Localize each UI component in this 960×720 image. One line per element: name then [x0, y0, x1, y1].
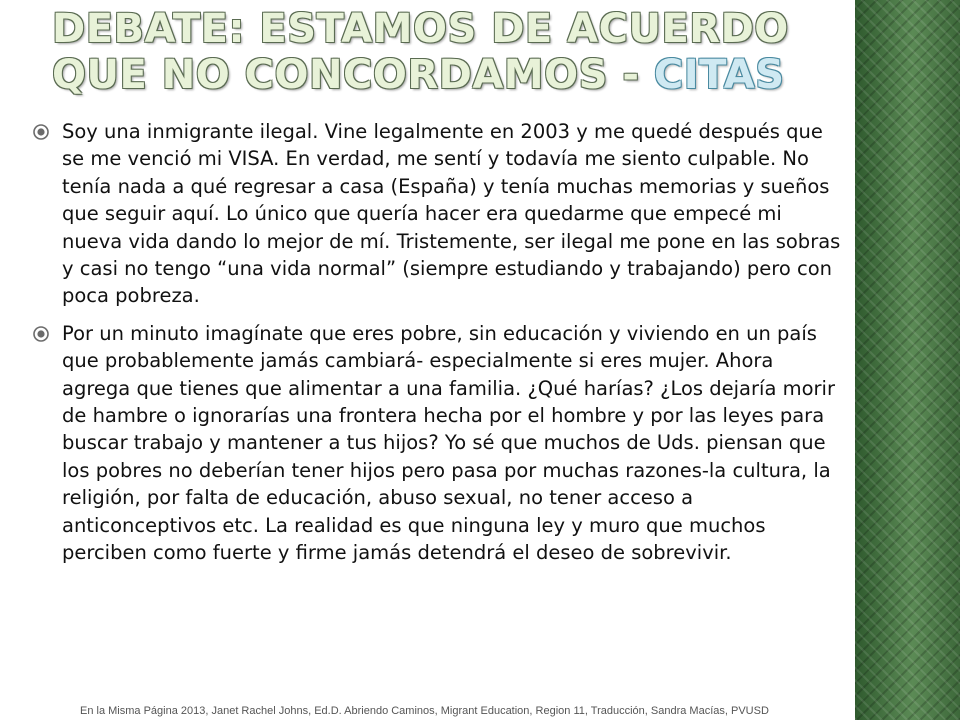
- bullet-text: Soy una inmigrante ilegal. Vine legalmente en 2003 y me quedé después que se me venció mi VISA. En verdad, me sentí y todavía me siento culpable. No tenía nada a qué regresar a casa (España) y tenía muchas memorias y sueños que seguir aquí. Lo único que quería hacer era quedarme que empecé mi nueva vida dando lo mejor de mí. Tristemente, ser ilegal me pone en las sobras y casi no tengo “una vida normal” (siempre estudiando y trabajando) pero con poca pobreza.: [62, 120, 841, 308]
- slide-title-main: DEBATE: ESTAMOS DE ACUERDO QUE NO CONCORDAMOS -: [52, 6, 789, 98]
- bullet-list: [30, 118, 845, 577]
- decorative-side-band: [855, 0, 960, 720]
- bullet-text: Por un minuto imagínate que eres pobre, sin educación y viviendo en un país que probablemente jamás cambiará- especialmente si eres mujer. Ahora agrega que tienes que alimentar a una familia. ¿Qué harías? ¿Los dejaría morir de hambre o ignorarías una frontera hecha por el hombre y por las leyes para buscar trabajo y mantener a tus hijos? Yo sé que muchos de Uds. piensan que los pobres no deberían tener hijos pero pasa por muchas razones-la cultura, la religión, por falta de educación, abuso sexual, no tener acceso a anticonceptivos etc. La realidad es que ninguna ley y muro que muchos perciben como fuerte y firme jamás detendrá el deseo de sobrevivir.: [62, 321, 835, 565]
- footer-credit: En la Misma Página 2013, Janet Rachel Johns, Ed.D. Abriendo Caminos, Migrant Education, Region 11, Traducción, Sandra Macías, PVUSD: [80, 705, 769, 717]
- circled-dot-icon: [32, 325, 50, 343]
- circled-dot-icon: [32, 123, 50, 141]
- bullet-item: [30, 118, 845, 310]
- slide-title-accent: CITAS: [653, 52, 785, 98]
- bullet-item: [30, 320, 845, 567]
- slide-title: [52, 6, 842, 98]
